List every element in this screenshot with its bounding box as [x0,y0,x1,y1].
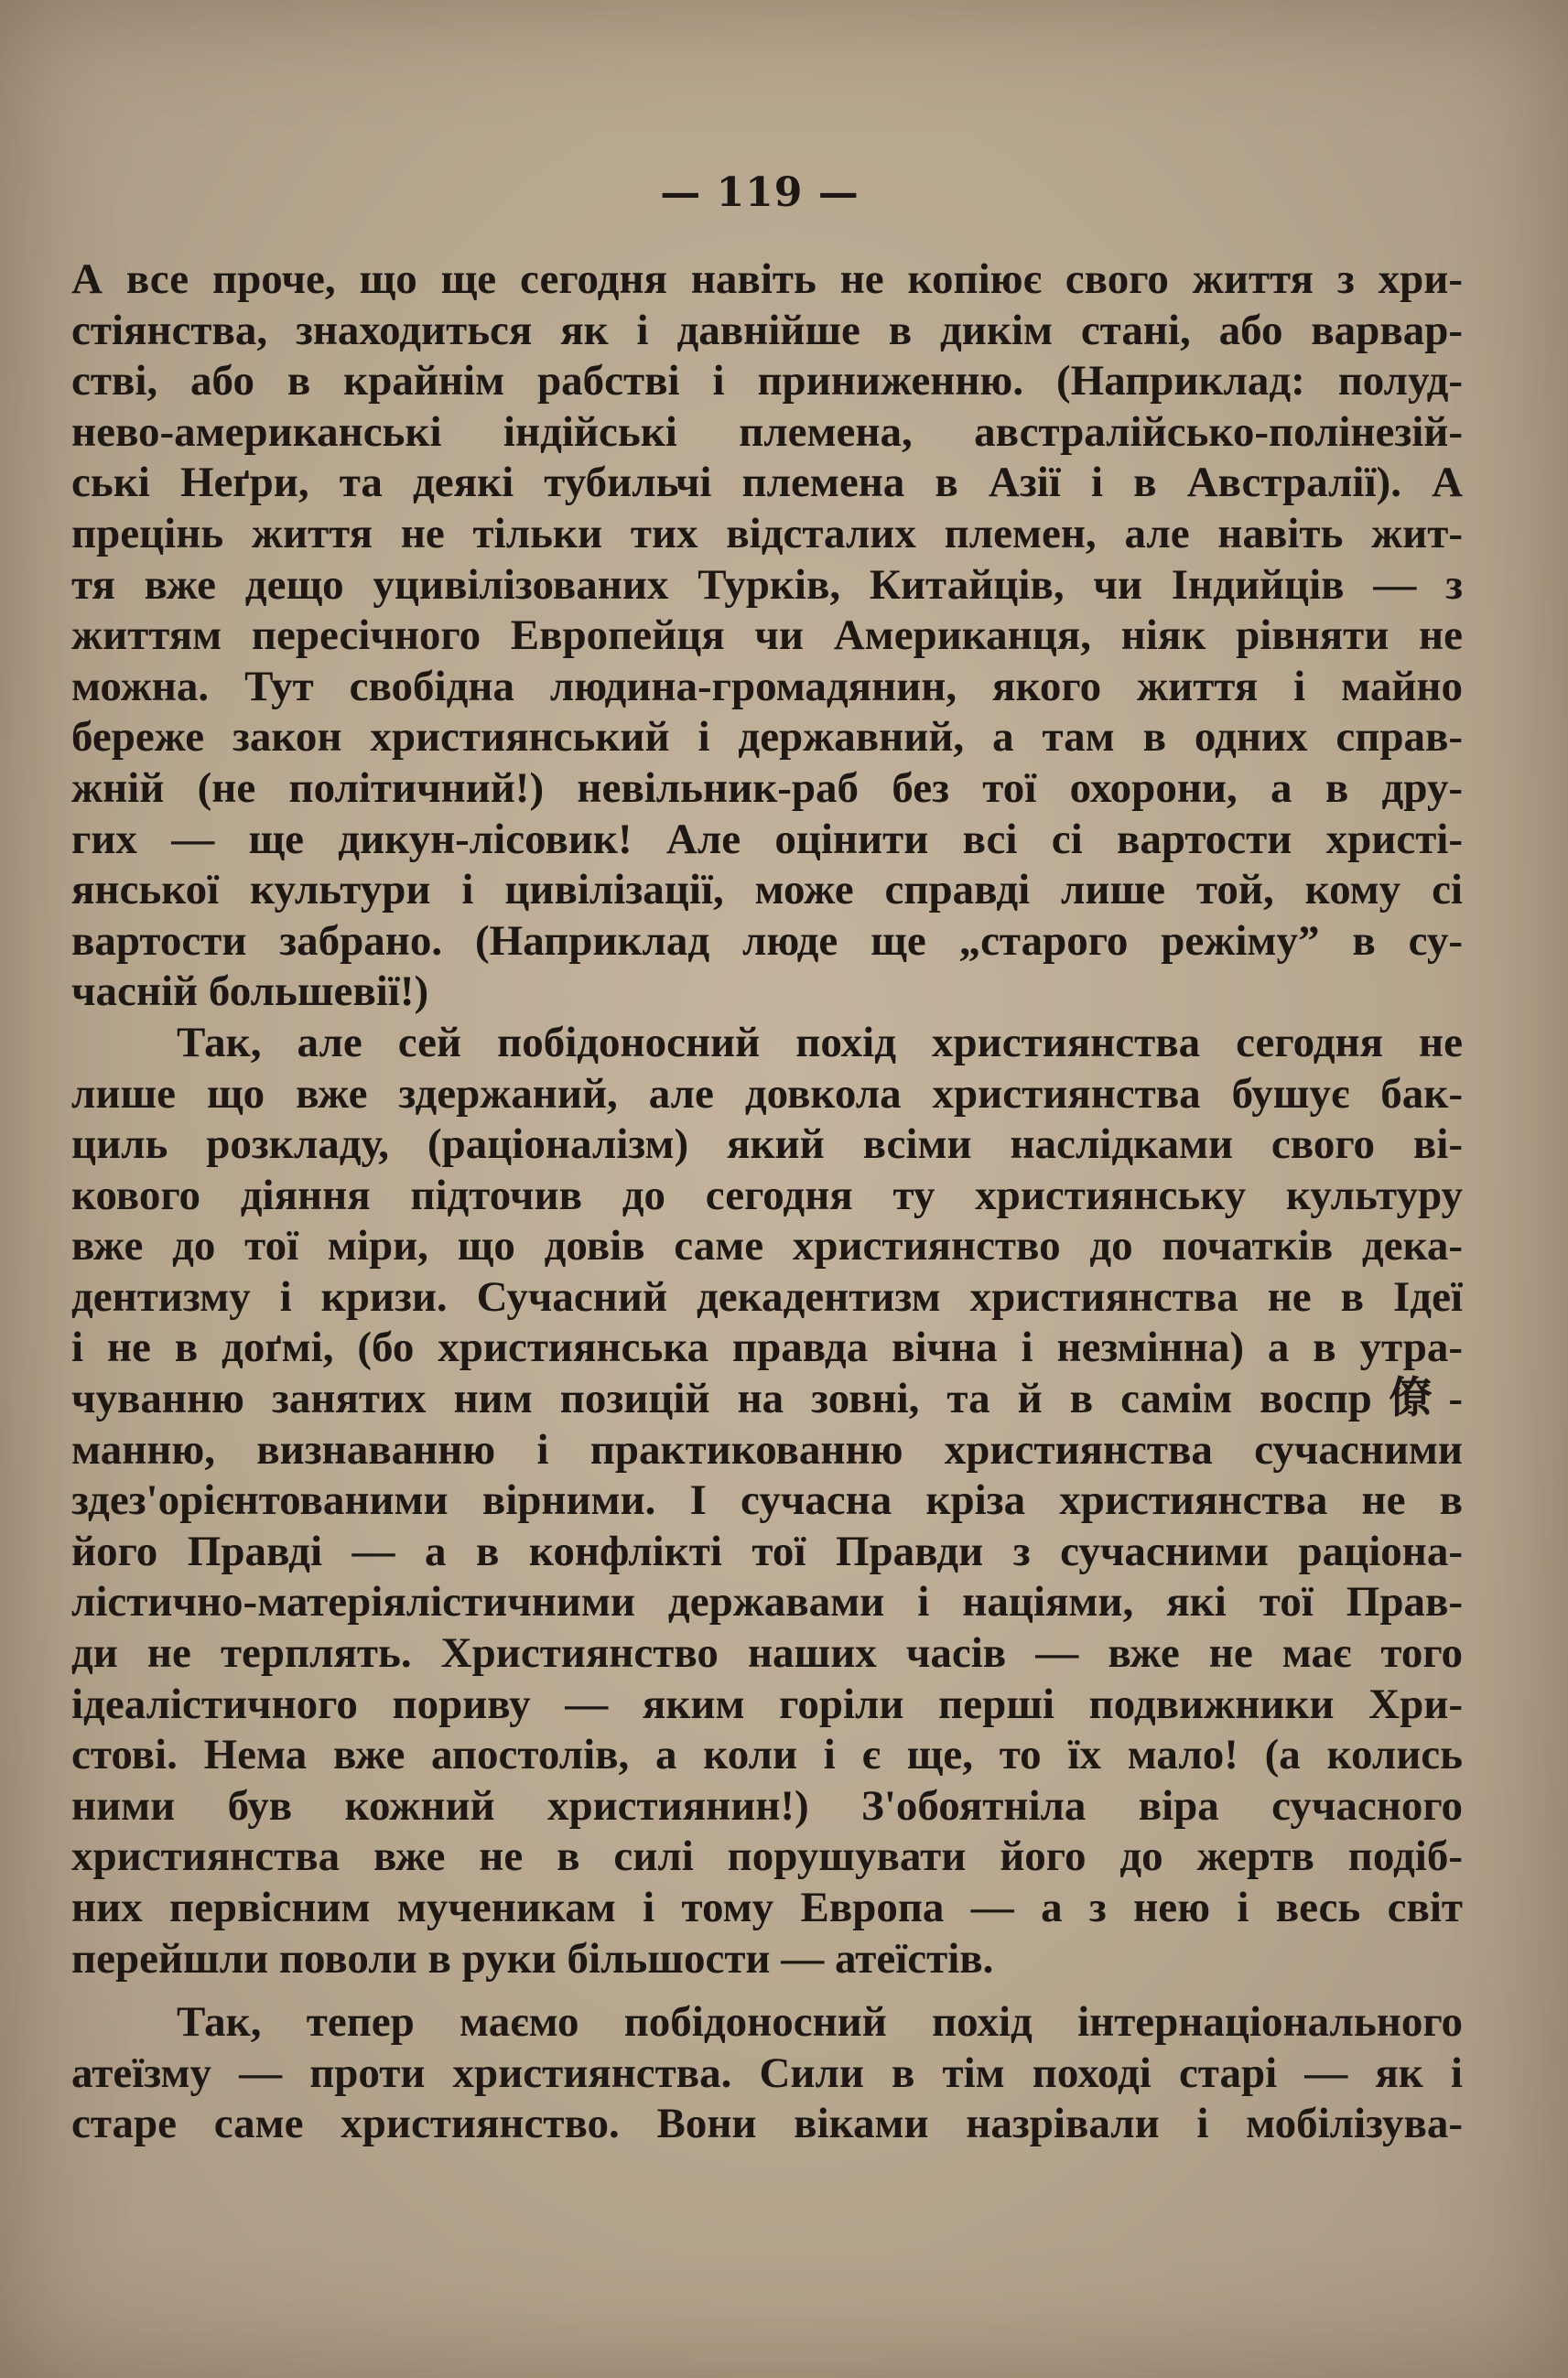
text-line: А все проче, що ще сегодня навіть не копіює свого життя з хри- [71,255,1463,303]
paragraph-gap [71,1984,1463,1997]
text-line: вартости забрано. (Наприклад люде ще „старого режіму” в су- [71,916,1463,965]
text-line: старе саме християнство. Вони віками назрівали і мобілізува- [71,2100,1463,2148]
text-line: циль розкладу, (раціоналізм) який всіми наслідками свого ві- [71,1120,1463,1169]
paragraph-3 [71,1997,1463,2150]
text-line: кового діяння підточив до сегодня ту християнську культуру [71,1171,1463,1219]
text-line: і не в доґмі, (бо християнська правда вічна і незмінна) а в утра- [71,1324,1463,1372]
text-line: гих — ще дикун-лісовик! Але оцінити всі сі вартости христі- [71,815,1463,863]
text-line: його Правді — а в конфлікті тої Правди з сучасними раціона- [71,1527,1463,1575]
text-line: здез'орієнтованими вірними. І сучасна кріза християнства не в [71,1476,1463,1525]
text-line: Так, тепер маємо побідоносний похід інтернаціонального [177,1998,1463,2047]
text-line: Так, але сей побідоносний похід християнства сегодня не [177,1018,1463,1066]
page-number: — 119 — [660,169,860,216]
text-line: часній большевії!) [71,967,429,1016]
text-line: нево-американські індійські племена, австралійсько-полінезій- [71,407,1463,456]
text-line: них первісним мученикам і тому Европа — а з нею і весь світ [71,1884,1463,1931]
text-line: чуванню занятих ним позицій на зовні, та й в самім воспр僚- [71,1375,1463,1423]
text-line: вже до тої міри, що довів саме християнство до початків дека- [71,1222,1463,1270]
body-text [71,254,1463,2150]
text-line: береже закон християнський і державний, а там в одних справ- [71,713,1463,762]
text-line: ідеалістичного пориву — яким горіли перші подвижники Хри- [71,1680,1463,1728]
text-line: атеїзму — проти християнства. Сили в тім поході старі — як і [71,2048,1463,2097]
text-line: тя вже дещо уцивілізованих Турків, Китайців, чи Індийців — з [71,560,1463,609]
text-line: прецінь життя не тільки тих відсталих племен, але навіть жит- [71,509,1463,557]
text-line: ські Неґри, та деякі тубильчі племена в Азії і в Австралії). А [71,459,1463,507]
text-line: стіянства, знаходиться як і давнійше в дикім стані, або варвар- [71,306,1463,354]
text-line: можна. Тут свобідна людина-громадянин, якого життя і майно [71,662,1463,710]
paragraph-2 [71,1018,1463,1984]
text-line: манню, визнаванню і практикованню християнства сучасними [71,1425,1463,1474]
text-line: ди не терплять. Християнство наших часів — вже не має того [71,1629,1463,1678]
text-line: стові. Нема вже апостолів, а коли і є ще, то їх мало! (а колись [71,1731,1463,1779]
text-line: стві, або в крайнім рабстві і приниженню. (Наприклад: полуд- [71,357,1463,405]
text-line: лише що вже здержаний, але довкола християнства бушує бак- [71,1069,1463,1118]
text-line: лістично-матеріялістичними державами і націями, які тої Прав- [71,1578,1463,1627]
text-line: життям пересічного Европейця чи Американця, ніяк рівняти не [71,611,1463,660]
text-line: християнства вже не в силі порушувати його до жертв подіб- [71,1832,1463,1881]
text-line: ними був кожний християнин!) З'обоятніла віра сучасного [71,1781,1463,1830]
text-line: жній (не політичний!) невільник-раб без тої охорони, а в дру- [71,763,1463,812]
text-line: перейшли поволи в руки більшости — атеїстів. [71,1934,994,1983]
paragraph-1 [71,254,1463,1018]
text-line: янської культури і цивілізації, може справді лише той, кому сі [71,866,1463,914]
text-line: дентизму і кризи. Сучасний декадентизм християнства не в Ідеї [71,1272,1463,1321]
